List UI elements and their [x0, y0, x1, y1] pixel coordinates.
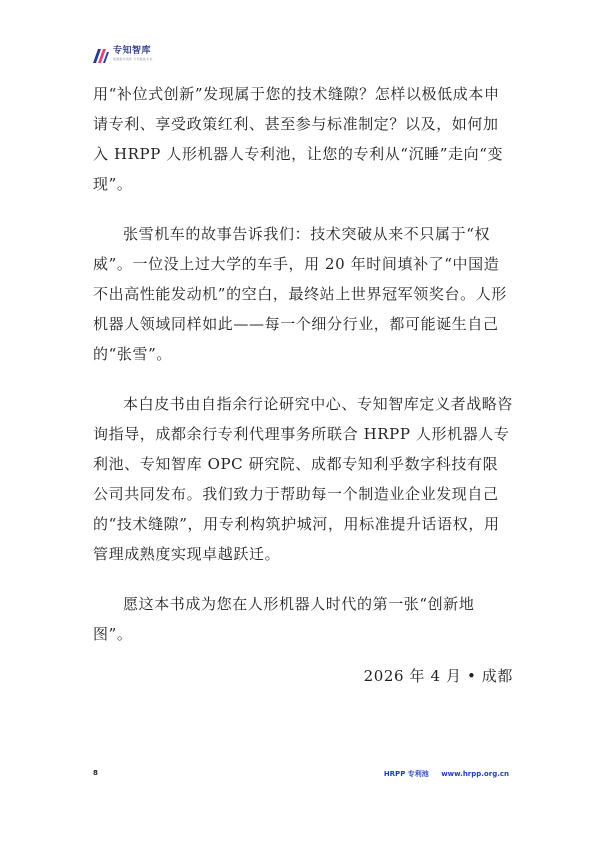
signature-date-place: 2026 年 4 月 • 成都 [363, 667, 513, 685]
paragraph: 本白皮书由自指余行论研究中心、专知智库定义者战略咨询指导，成都余行专利代理事务所联合 HRPP 人形机器人专利池、专知智库 OPC 研究院、成都专知利乎数字科技有限公司共同发布。我们致力于帮助每一个制造业企业发现自己的“技术缝隙”，用专利构筑护城河，用标准提升话语权，用管理成熟度实现卓越跃迁。 [93, 395, 514, 563]
footer-brand: HRPP 专利池 [383, 770, 429, 778]
footer-url-link[interactable]: www.hrpp.org.cn [441, 770, 509, 778]
page-footer [93, 769, 509, 783]
logo-name: 专知智库 [113, 46, 152, 56]
paragraph: 用“补位式创新”发现属于您的技术缝隙？怎样以极低成本申请专利、享受政策红利、甚至参与标准制定？以及，如何加入 HRPP 人形机器人专利池，让您的专利从“沉睡”走向“变现”。 [93, 85, 504, 193]
page-number: 8 [93, 769, 98, 777]
logo-icon [92, 47, 110, 65]
footer-brand-block [374, 769, 509, 779]
paragraph: 张雪机车的故事告诉我们：技术突破从来不只属于“权威”。一位没上过大学的车手，用 20 年时间填补了“中国造不出高性能发动机”的空白，最终站上世界冠军领奖台。人形机器人领域同样如此——每一个细分行业，都可能诞生自己的“张雪”。 [93, 225, 507, 363]
body-text [93, 79, 513, 691]
logo-subtitle: 数据驱动创新 专利赋能未来 [113, 57, 153, 61]
paragraph: 愿这本书成为您在人形机器人时代的第一张“创新地图”。 [93, 595, 475, 643]
header-logo [92, 47, 153, 67]
